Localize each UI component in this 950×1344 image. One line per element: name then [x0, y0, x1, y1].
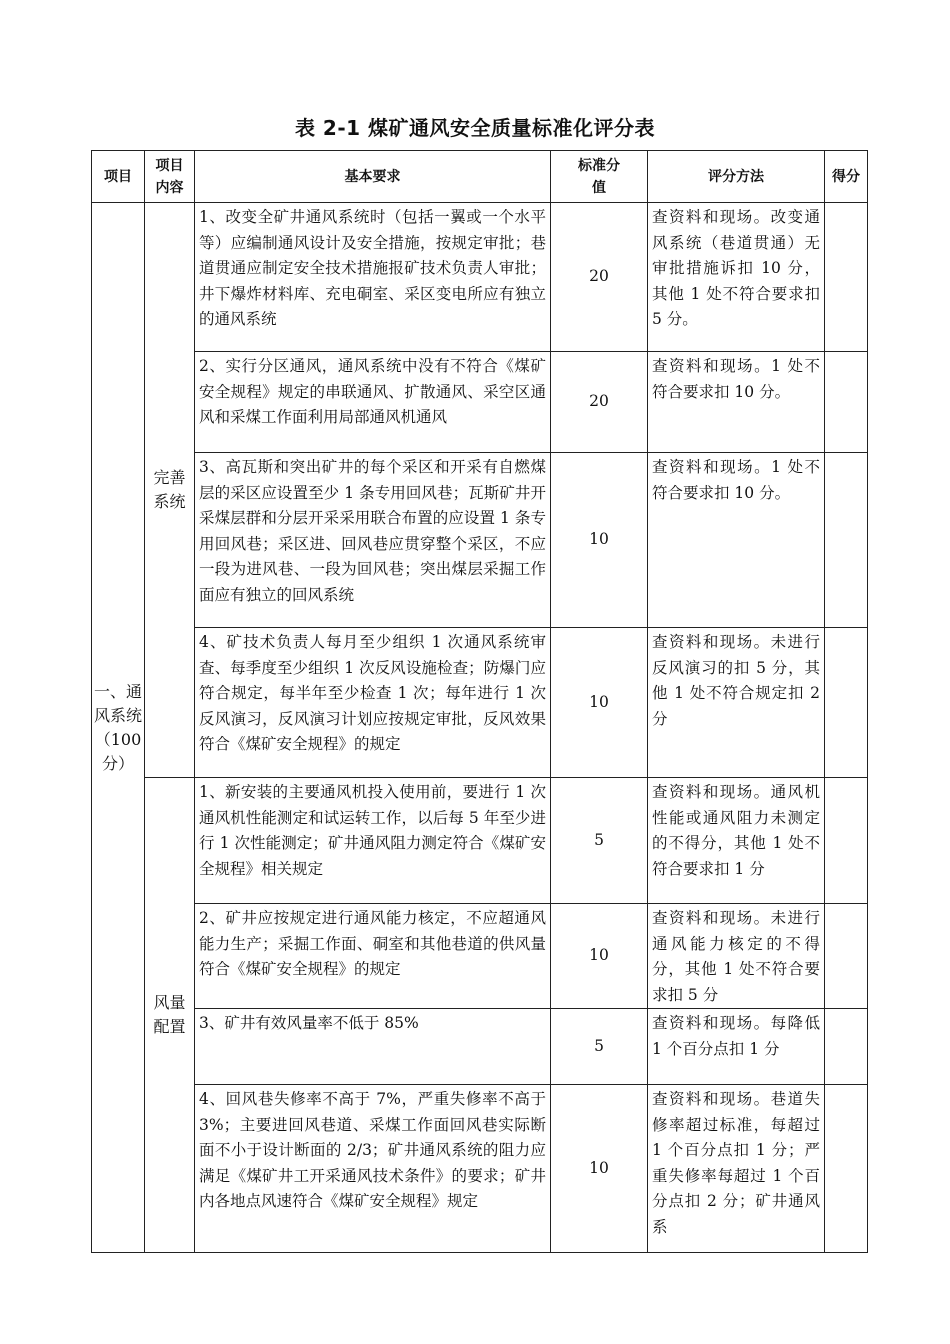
- standard-cell: 10: [551, 628, 648, 778]
- standard-cell: 10: [551, 1085, 648, 1253]
- requirement-cell: 2、矿井应按规定进行通风能力核定，不应超通风能力生产；采掘工作面、硐室和其他巷道的供风量符合《煤矿安全规程》的规定: [195, 904, 551, 1009]
- requirement-cell: 3、高瓦斯和突出矿井的每个采区和开采有自燃煤层的采区应设置至少 1 条专用回风巷；瓦斯矿井开采煤层群和分层开采采用联合布置的应设置 1 条专用回风巷；采区进、回风巷应贯穿整个采区，不应一段为进风巷、一段为回风巷；突出煤层采掘工作面应有独立的回风系统: [195, 453, 551, 628]
- score-cell: [825, 203, 868, 352]
- table-row: [92, 352, 868, 453]
- method-cell: 查资料和现场。巷道失修率超过标准，每超过 1 个百分点扣 1 分；严重失修率每超过 1 个百分点扣 2 分；矿井通风系: [648, 1085, 825, 1253]
- table-row: [92, 628, 868, 778]
- method-cell: 查资料和现场。未进行反风演习的扣 5 分，其他 1 处不符合规定扣 2 分: [648, 628, 825, 778]
- standard-cell: 5: [551, 1009, 648, 1085]
- table-title: 表 2-1 煤矿通风安全质量标准化评分表: [294, 116, 656, 140]
- group-name: 完善系统: [145, 203, 195, 778]
- score-cell: [825, 778, 868, 904]
- header-requirement: 基本要求: [195, 151, 551, 203]
- header-content: 项目内容: [145, 151, 195, 203]
- requirement-cell: 1、改变全矿井通风系统时（包括一翼或一个水平等）应编制通风设计及安全措施，按规定审批；巷道贯通应制定安全技术措施报矿技术负责人审批；井下爆炸材料库、充电硐室、采区变电所应有独立的通风系统: [195, 203, 551, 352]
- method-cell: 查资料和现场。通风机性能或通风阻力未测定的不得分，其他 1 处不符合要求扣 1 分: [648, 778, 825, 904]
- standard-cell: 10: [551, 904, 648, 1009]
- table-row: [92, 904, 868, 1009]
- method-cell: 查资料和现场。每降低 1 个百分点扣 1 分: [648, 1009, 825, 1085]
- requirement-cell: 4、矿技术负责人每月至少组织 1 次通风系统审查、每季度至少组织 1 次反风设施检查；防爆门应符合规定，每半年至少检查 1 次；每年进行 1 次反风演习，反风演习计划应按规定审批，反风效果符合《煤矿安全规程》的规定: [195, 628, 551, 778]
- scoring-table: [91, 150, 868, 1253]
- header-item: 项目: [92, 151, 145, 203]
- requirement-cell: 4、回风巷失修率不高于 7%，严重失修率不高于 3%；主要进回风巷道、采煤工作面回风巷实际断面不小于设计断面的 2/3；矿井通风系统的阻力应满足《煤矿井工开采通风技术条件》的要求；矿井内各地点风速符合《煤矿安全规程》规定: [195, 1085, 551, 1253]
- group-name: 风量配置: [145, 778, 195, 1253]
- item-cell: 一、通风系统（100分）: [92, 203, 145, 1253]
- table-row: [92, 1009, 868, 1085]
- score-cell: [825, 904, 868, 1009]
- table-row: [92, 453, 868, 628]
- standard-cell: 20: [551, 203, 648, 352]
- requirement-cell: 3、矿井有效风量率不低于 85%: [195, 1009, 551, 1085]
- requirement-cell: 2、实行分区通风，通风系统中没有不符合《煤矿安全规程》规定的串联通风、扩散通风、采空区通风和采煤工作面利用局部通风机通风: [195, 352, 551, 453]
- method-cell: 查资料和现场。1 处不符合要求扣 10 分。: [648, 453, 825, 628]
- score-cell: [825, 453, 868, 628]
- table-row: [92, 203, 868, 352]
- score-cell: [825, 1085, 868, 1253]
- standard-cell: 10: [551, 453, 648, 628]
- standard-cell: 20: [551, 352, 648, 453]
- header-row: [92, 151, 868, 203]
- method-cell: 查资料和现场。改变通风系统（巷道贯通）无审批措施诉扣 10 分，其他 1 处不符合要求扣 5 分。: [648, 203, 825, 352]
- table-row: [92, 1085, 868, 1253]
- standard-cell: 5: [551, 778, 648, 904]
- method-cell: 查资料和现场。1 处不符合要求扣 10 分。: [648, 352, 825, 453]
- header-method: 评分方法: [648, 151, 825, 203]
- score-cell: [825, 1009, 868, 1085]
- score-cell: [825, 352, 868, 453]
- header-standard: 标准分值: [551, 151, 648, 203]
- score-cell: [825, 628, 868, 778]
- requirement-cell: 1、新安装的主要通风机投入使用前，要进行 1 次通风机性能测定和试运转工作，以后每 5 年至少进行 1 次性能测定；矿井通风阻力测定符合《煤矿安全规程》相关规定: [195, 778, 551, 904]
- table-row: [92, 778, 868, 904]
- header-score: 得分: [825, 151, 868, 203]
- method-cell: 查资料和现场。未进行通风能力核定的不得分，其他 1 处不符合要求扣 5 分: [648, 904, 825, 1009]
